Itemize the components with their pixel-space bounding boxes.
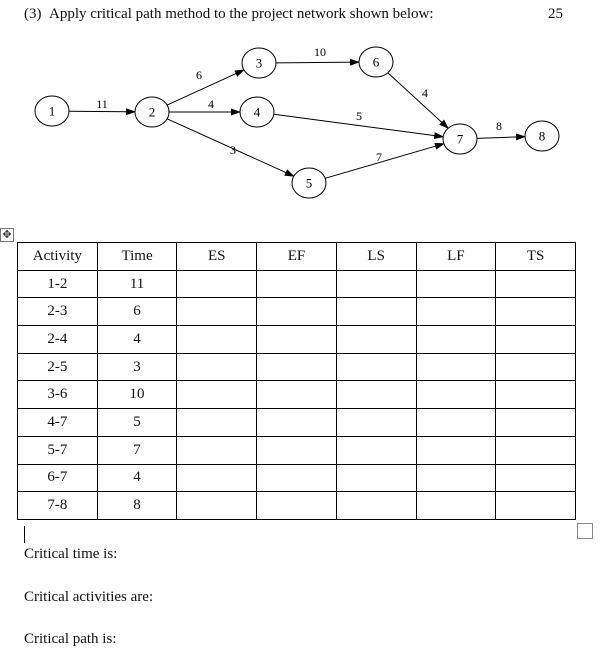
node-label: 7 xyxy=(456,131,464,147)
table-row xyxy=(18,436,576,464)
resize-icon[interactable] xyxy=(577,523,593,539)
question-marks: 25 xyxy=(548,6,563,22)
edge-duration-2-5: 3 xyxy=(230,143,236,157)
activity-cell: 2-3 xyxy=(18,298,98,326)
table-row xyxy=(18,464,576,492)
node-label: 2 xyxy=(148,104,156,120)
text-cursor xyxy=(24,526,25,543)
edge-duration-4-7: 5 xyxy=(356,109,362,123)
ls-cell[interactable] xyxy=(336,464,416,492)
network-node-1 xyxy=(35,96,69,126)
table-body xyxy=(18,270,576,519)
header-time: Time xyxy=(97,243,177,271)
activity-cell: 2-5 xyxy=(18,353,98,381)
ls-cell[interactable] xyxy=(336,353,416,381)
ef-cell[interactable] xyxy=(257,436,337,464)
time-cell: 7 xyxy=(97,436,177,464)
es-cell[interactable] xyxy=(177,270,257,298)
ls-cell[interactable] xyxy=(336,270,416,298)
edge-arrow-6-7 xyxy=(388,73,448,128)
ls-cell[interactable] xyxy=(336,492,416,520)
critical-activities-label[interactable]: Critical activities are: xyxy=(24,589,154,605)
ef-cell[interactable] xyxy=(257,409,337,437)
lf-cell[interactable] xyxy=(416,353,496,381)
edge-duration-3-6: 10 xyxy=(314,45,326,59)
edge-arrow-5-7 xyxy=(325,144,444,179)
time-cell: 5 xyxy=(97,409,177,437)
es-cell[interactable] xyxy=(177,436,257,464)
ts-cell[interactable] xyxy=(496,436,576,464)
lf-cell[interactable] xyxy=(416,381,496,409)
activity-cell: 6-7 xyxy=(18,464,98,492)
table-row xyxy=(18,409,576,437)
ts-cell[interactable] xyxy=(496,409,576,437)
activity-cell: 7-8 xyxy=(18,492,98,520)
edge-arrow-3-6 xyxy=(276,62,359,63)
table-row xyxy=(18,270,576,298)
ts-cell[interactable] xyxy=(496,381,576,409)
ls-cell[interactable] xyxy=(336,381,416,409)
ef-cell[interactable] xyxy=(257,492,337,520)
activity-cell: 4-7 xyxy=(18,409,98,437)
lf-cell[interactable] xyxy=(416,464,496,492)
time-cell: 11 xyxy=(97,270,177,298)
es-cell[interactable] xyxy=(177,353,257,381)
network-node-3 xyxy=(242,48,276,78)
ef-cell[interactable] xyxy=(257,464,337,492)
header-es: ES xyxy=(177,243,257,271)
lf-cell[interactable] xyxy=(416,298,496,326)
node-label: 3 xyxy=(255,55,263,71)
time-cell: 4 xyxy=(97,464,177,492)
network-node-8 xyxy=(525,121,559,151)
ts-cell[interactable] xyxy=(496,270,576,298)
question-number: (3) xyxy=(24,6,42,22)
header-ef: EF xyxy=(257,243,337,271)
time-cell: 8 xyxy=(97,492,177,520)
lf-cell[interactable] xyxy=(416,270,496,298)
edge-arrow-7-8 xyxy=(477,137,525,139)
table-row xyxy=(18,353,576,381)
ef-cell[interactable] xyxy=(257,326,337,354)
ef-cell[interactable] xyxy=(257,381,337,409)
critical-time-label[interactable]: Critical time is: xyxy=(24,546,118,562)
network-node-4 xyxy=(240,97,274,127)
network-nodes xyxy=(35,47,559,198)
header-ls: LS xyxy=(336,243,416,271)
activity-cell: 2-4 xyxy=(18,326,98,354)
es-cell[interactable] xyxy=(177,409,257,437)
time-cell: 6 xyxy=(97,298,177,326)
edge-duration-2-4: 4 xyxy=(208,97,214,111)
es-cell[interactable] xyxy=(177,464,257,492)
table-row xyxy=(18,492,576,520)
ef-cell[interactable] xyxy=(257,353,337,381)
edge-duration-7-8: 8 xyxy=(496,119,502,133)
time-cell: 4 xyxy=(97,326,177,354)
node-label: 1 xyxy=(48,103,56,119)
edge-duration-6-7: 4 xyxy=(422,86,428,100)
edge-arrow-2-3 xyxy=(167,70,244,105)
es-cell[interactable] xyxy=(177,381,257,409)
time-cell: 3 xyxy=(97,353,177,381)
header-lf: LF xyxy=(416,243,496,271)
project-network-diagram xyxy=(0,0,615,230)
table-row xyxy=(18,381,576,409)
table-row xyxy=(18,326,576,354)
ts-cell[interactable] xyxy=(496,464,576,492)
ts-cell[interactable] xyxy=(496,492,576,520)
activity-cell: 5-7 xyxy=(18,436,98,464)
ef-cell[interactable] xyxy=(257,270,337,298)
network-node-6 xyxy=(359,47,393,77)
edge-duration-1-2: 11 xyxy=(96,97,108,111)
ts-cell[interactable] xyxy=(496,326,576,354)
cpm-table xyxy=(17,242,576,520)
move-icon[interactable]: ✥ xyxy=(0,228,14,242)
header-activity: Activity xyxy=(18,243,98,271)
lf-cell[interactable] xyxy=(416,492,496,520)
ls-cell[interactable] xyxy=(336,436,416,464)
activity-cell: 1-2 xyxy=(18,270,98,298)
ls-cell[interactable] xyxy=(336,326,416,354)
edge-arrow-1-2 xyxy=(69,111,135,112)
es-cell[interactable] xyxy=(177,298,257,326)
ts-cell[interactable] xyxy=(496,298,576,326)
header-ts: TS xyxy=(496,243,576,271)
critical-path-label[interactable]: Critical path is: xyxy=(24,631,117,647)
network-node-5 xyxy=(292,168,326,198)
table-header-row xyxy=(18,243,576,271)
node-label: 6 xyxy=(372,54,380,70)
network-node-2 xyxy=(135,97,169,127)
edge-duration-2-3: 6 xyxy=(196,68,202,82)
table-row xyxy=(18,298,576,326)
time-cell: 10 xyxy=(97,381,177,409)
activity-cell: 3-6 xyxy=(18,381,98,409)
ef-cell[interactable] xyxy=(257,298,337,326)
lf-cell[interactable] xyxy=(416,436,496,464)
lf-cell[interactable] xyxy=(416,326,496,354)
lf-cell[interactable] xyxy=(416,409,496,437)
es-cell[interactable] xyxy=(177,492,257,520)
es-cell[interactable] xyxy=(177,326,257,354)
question-text: Apply critical path method to the project network shown below: xyxy=(49,6,434,22)
ls-cell[interactable] xyxy=(336,409,416,437)
node-label: 8 xyxy=(538,128,546,144)
ts-cell[interactable] xyxy=(496,353,576,381)
edge-duration-5-7: 7 xyxy=(376,150,382,164)
network-node-7 xyxy=(443,124,477,154)
node-label: 4 xyxy=(253,104,261,120)
node-label: 5 xyxy=(305,175,313,191)
ls-cell[interactable] xyxy=(336,298,416,326)
